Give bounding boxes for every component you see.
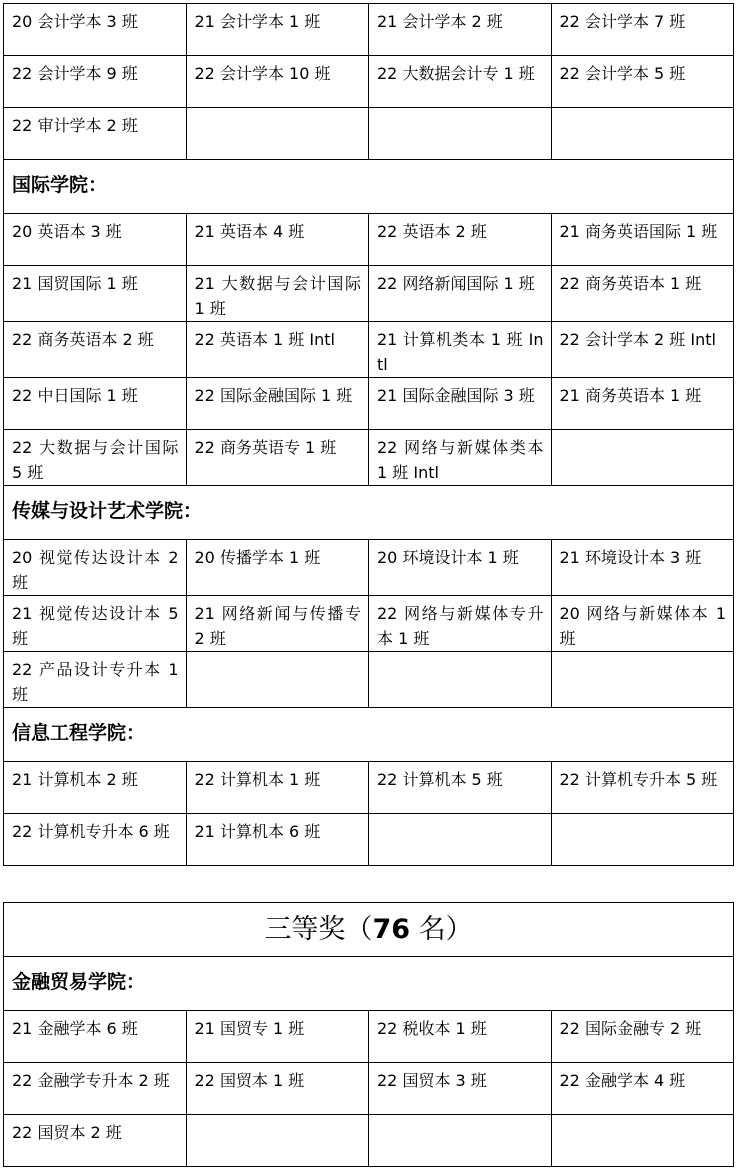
third-prize-table xyxy=(3,902,734,1167)
section-heading: 国际学院： xyxy=(4,160,734,214)
award-table-body xyxy=(4,4,734,866)
class-cell: 20 环境设计本 1 班 xyxy=(369,540,552,596)
class-cell: 22 产品设计专升本 1 班 xyxy=(4,652,187,708)
class-row xyxy=(4,4,734,56)
class-cell: 21 会计学本 1 班 xyxy=(186,4,369,56)
class-cell: 21 计算机类本 1 班 Intl xyxy=(369,322,552,378)
section-row xyxy=(4,160,734,214)
class-cell: 22 网络与新媒体专升本 1 班 xyxy=(369,596,552,652)
class-cell: 21 会计学本 2 班 xyxy=(369,4,552,56)
class-cell: 22 大数据与会计国际 5 班 xyxy=(4,430,187,486)
class-cell: 21 国贸专 1 班 xyxy=(186,1011,369,1063)
class-cell: 22 会计学本 10 班 xyxy=(186,56,369,108)
class-cell: 21 英语本 4 班 xyxy=(186,214,369,266)
class-cell xyxy=(186,108,369,160)
class-cell xyxy=(369,652,552,708)
class-cell: 20 视觉传达设计本 2 班 xyxy=(4,540,187,596)
award-table-continued xyxy=(3,3,734,866)
class-row xyxy=(4,1011,734,1063)
class-cell: 21 视觉传达设计本 5 班 xyxy=(4,596,187,652)
class-cell: 22 计算机专升本 5 班 xyxy=(551,762,734,814)
class-cell xyxy=(369,108,552,160)
class-cell: 21 商务英语国际 1 班 xyxy=(551,214,734,266)
section-row xyxy=(4,957,734,1011)
class-cell xyxy=(551,1115,734,1167)
class-cell: 20 传播学本 1 班 xyxy=(186,540,369,596)
class-row xyxy=(4,378,734,430)
class-cell xyxy=(186,1115,369,1167)
class-cell xyxy=(551,652,734,708)
class-cell: 22 会计学本 9 班 xyxy=(4,56,187,108)
prize-title-suffix: 名） xyxy=(410,914,473,945)
title-row xyxy=(4,903,734,957)
class-row xyxy=(4,652,734,708)
class-cell: 22 国贸本 1 班 xyxy=(186,1063,369,1115)
class-cell: 22 计算机专升本 6 班 xyxy=(4,814,187,866)
class-cell: 22 税收本 1 班 xyxy=(369,1011,552,1063)
class-cell: 22 国贸本 3 班 xyxy=(369,1063,552,1115)
class-cell: 22 金融学本 4 班 xyxy=(551,1063,734,1115)
prize-title xyxy=(4,903,734,957)
class-row xyxy=(4,266,734,322)
class-cell: 22 英语本 1 班 Intl xyxy=(186,322,369,378)
section-row xyxy=(4,708,734,762)
class-cell: 21 网络新闻与传播专 2 班 xyxy=(186,596,369,652)
section-row xyxy=(4,486,734,540)
class-cell: 22 会计学本 5 班 xyxy=(551,56,734,108)
class-cell: 22 英语本 2 班 xyxy=(369,214,552,266)
class-cell: 22 国际金融国际 1 班 xyxy=(186,378,369,430)
class-cell: 21 计算机本 2 班 xyxy=(4,762,187,814)
class-row xyxy=(4,56,734,108)
class-cell: 22 国贸本 2 班 xyxy=(4,1115,187,1167)
class-cell: 22 审计学本 2 班 xyxy=(4,108,187,160)
class-row xyxy=(4,1063,734,1115)
class-cell: 22 大数据会计专 1 班 xyxy=(369,56,552,108)
section-heading: 传媒与设计艺术学院： xyxy=(4,486,734,540)
prize-title-prefix: 三等奖（ xyxy=(264,914,373,945)
class-cell xyxy=(369,814,552,866)
class-row xyxy=(4,814,734,866)
class-cell: 22 会计学本 7 班 xyxy=(551,4,734,56)
class-cell: 22 商务英语专 1 班 xyxy=(186,430,369,486)
class-cell: 21 计算机本 6 班 xyxy=(186,814,369,866)
class-cell: 21 金融学本 6 班 xyxy=(4,1011,187,1063)
class-cell: 22 网络新闻国际 1 班 xyxy=(369,266,552,322)
class-row xyxy=(4,596,734,652)
class-cell xyxy=(551,430,734,486)
class-cell: 22 商务英语本 1 班 xyxy=(551,266,734,322)
class-cell: 22 国际金融专 2 班 xyxy=(551,1011,734,1063)
class-row xyxy=(4,108,734,160)
class-cell: 22 网络与新媒体类本 1 班 Intl xyxy=(369,430,552,486)
class-cell xyxy=(369,1115,552,1167)
class-row xyxy=(4,762,734,814)
class-cell: 22 商务英语本 2 班 xyxy=(4,322,187,378)
class-row xyxy=(4,1115,734,1167)
class-cell: 21 国际金融国际 3 班 xyxy=(369,378,552,430)
class-cell: 21 大数据与会计国际 1 班 xyxy=(186,266,369,322)
section-heading: 金融贸易学院： xyxy=(4,957,734,1011)
class-cell: 22 中日国际 1 班 xyxy=(4,378,187,430)
class-cell: 21 环境设计本 3 班 xyxy=(551,540,734,596)
class-cell xyxy=(186,652,369,708)
class-cell: 20 英语本 3 班 xyxy=(4,214,187,266)
third-prize-table-body xyxy=(4,903,734,1167)
class-cell: 20 会计学本 3 班 xyxy=(4,4,187,56)
class-cell xyxy=(551,108,734,160)
class-cell: 21 商务英语本 1 班 xyxy=(551,378,734,430)
class-row xyxy=(4,540,734,596)
class-cell: 22 计算机本 1 班 xyxy=(186,762,369,814)
prize-count: 76 xyxy=(372,914,411,945)
class-row xyxy=(4,214,734,266)
section-heading: 信息工程学院： xyxy=(4,708,734,762)
class-cell: 22 会计学本 2 班 Intl xyxy=(551,322,734,378)
class-cell: 20 网络与新媒体本 1 班 xyxy=(551,596,734,652)
class-cell: 21 国贸国际 1 班 xyxy=(4,266,187,322)
class-cell xyxy=(551,814,734,866)
class-row xyxy=(4,430,734,486)
class-cell: 22 计算机本 5 班 xyxy=(369,762,552,814)
class-cell: 22 金融学专升本 2 班 xyxy=(4,1063,187,1115)
class-row xyxy=(4,322,734,378)
